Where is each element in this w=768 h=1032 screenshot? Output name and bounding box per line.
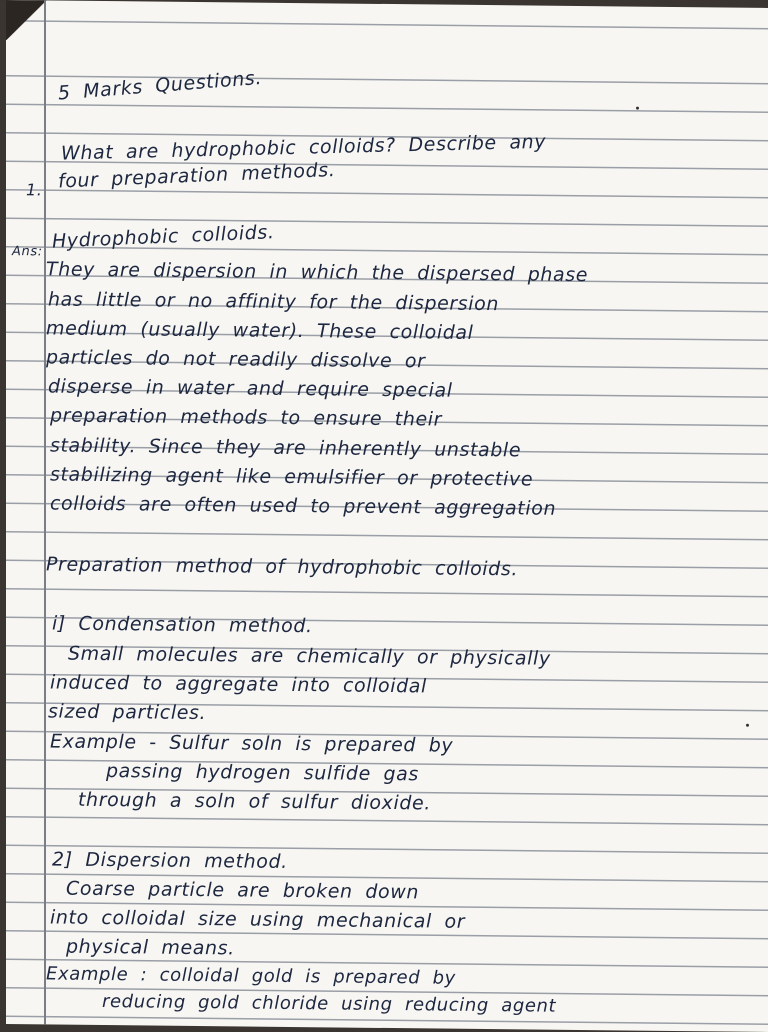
method1-example-3: through a soln of sulfur dioxide. xyxy=(78,788,431,815)
answer-line-9: stabilizing agent like emulsifier or protective xyxy=(50,463,534,491)
question-number: 1. xyxy=(26,180,43,200)
answer-label: Ans: xyxy=(12,244,43,260)
answer-line-7: preparation methods to ensure their xyxy=(50,404,443,431)
notebook-page xyxy=(6,0,768,1032)
answer-line-8: stability. Since they are inherently unstable xyxy=(50,434,522,462)
ink-dot xyxy=(746,724,749,727)
method1-example-1: Example - Sulfur soln is prepared by xyxy=(50,730,454,757)
preparation-heading: Preparation method of hydrophobic colloids. xyxy=(46,553,518,581)
method2-example-2: reducing gold chloride using reducing agent xyxy=(102,991,557,1017)
question-line-1: What are hydrophobic colloids? Describe any xyxy=(60,130,547,165)
answer-line-2: They are dispersion in which the dispersed phase xyxy=(46,258,589,287)
answer-line-10: colloids are often used to prevent aggregation xyxy=(50,492,557,520)
page-heading: 5 Marks Questions. xyxy=(57,66,263,105)
method2-example-1: Example : colloidal gold is prepared by xyxy=(46,963,456,989)
method2-line-2: into colloidal size using mechanical or xyxy=(50,906,466,933)
question-line-2: four preparation methods. xyxy=(57,158,336,193)
answer-line-3: has little or no affinity for the dispersion xyxy=(48,288,500,316)
answer-line-1: Hydrophobic colloids. xyxy=(51,221,275,253)
method1-line-2: induced to aggregate into colloidal xyxy=(50,671,427,698)
method1-line-1: Small molecules are chemically or physically xyxy=(68,642,551,670)
handwritten-notes xyxy=(6,0,768,1032)
method1-example-2: passing hydrogen sulfide gas xyxy=(106,760,419,786)
answer-line-6: disperse in water and require special xyxy=(48,375,453,402)
method2-line-3: physical means. xyxy=(66,935,235,960)
answer-line-5: particles do not readily dissolve or xyxy=(46,346,426,373)
method2-title: 2] Dispersion method. xyxy=(52,848,288,873)
ink-dot xyxy=(636,107,639,110)
method2-line-1: Coarse particle are broken down xyxy=(66,877,419,904)
method1-line-3: sized particles. xyxy=(48,700,207,725)
answer-line-4: medium (usually water). These colloidal xyxy=(46,317,474,344)
method1-title: i] Condensation method. xyxy=(52,612,313,638)
